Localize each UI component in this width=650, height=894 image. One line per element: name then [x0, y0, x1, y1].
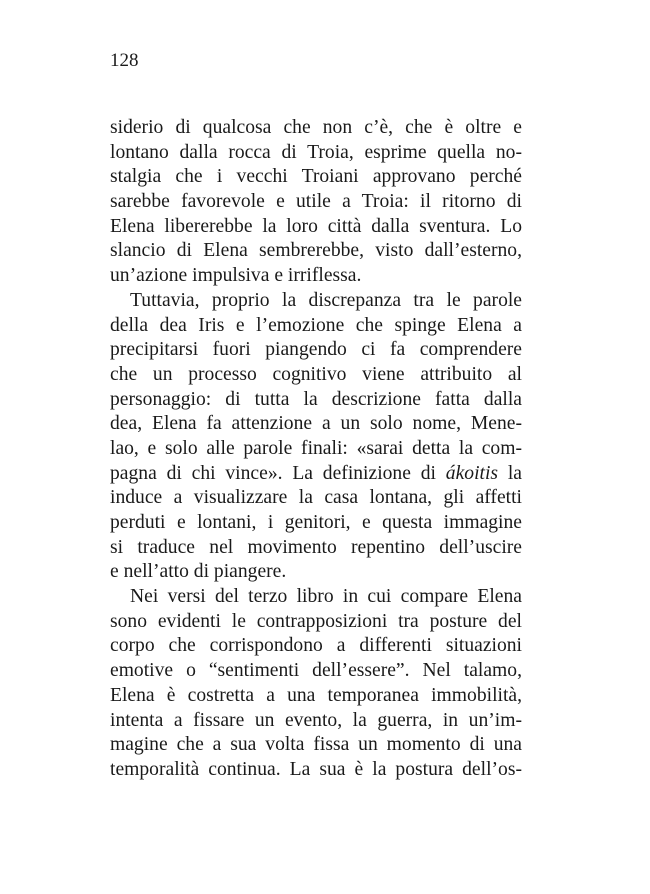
text-line: magine che a sua volta fissa un momento di una	[110, 734, 522, 756]
text-line: Tuttavia, proprio la discrepanza tra le parole	[130, 289, 522, 311]
text-line: della dea Iris e l’emozione che spinge Elena a	[110, 314, 522, 336]
text-line: stalgia che i vecchi Troiani approvano perché	[110, 166, 522, 188]
text-line: intenta a fissare un evento, la guerra, in un’im-	[110, 709, 522, 731]
italic-term: ákoitis	[445, 462, 499, 484]
text-line: emotive o “sentimenti dell’essere”. Nel talamo,	[110, 660, 522, 682]
text-line: corpo che corrispondono a differenti situazioni	[110, 635, 522, 657]
text-line: lontano dalla rocca di Troia, esprime quella no-	[110, 141, 522, 163]
text-line: perduti e lontani, i genitori, e questa immagine	[110, 512, 522, 533]
body-text	[110, 116, 522, 783]
text-line: dea, Elena fa attenzione a un solo nome, Mene-	[110, 413, 522, 435]
text-line: Elena libererebbe la loro città dalla sventura. Lo	[110, 215, 522, 237]
text-line: temporalità continua. La sua è la postura dell’os-	[110, 758, 522, 780]
text-line-with-italic	[110, 462, 522, 487]
text-line: lao, e solo alle parole finali: «sarai detta la com-	[110, 437, 522, 459]
text-line: si traduce nel movimento repentino dell’uscire	[110, 536, 522, 558]
text-line: un’azione impulsiva e irriflessa.	[110, 265, 362, 287]
text-line: precipitarsi fuori piangendo ci fa comprendere	[110, 339, 522, 361]
text-line: che un processo cognitivo viene attribuito al	[110, 363, 522, 385]
text-line: Elena è costretta a una temporanea immobilità,	[110, 684, 522, 706]
page-number: 128	[110, 50, 139, 71]
text-segment: pagna di chi vince». La definizione di	[110, 462, 446, 484]
text-line: siderio di qualcosa che non c’è, che è oltre e	[110, 117, 522, 138]
text-line: slancio di Elena sembrerebbe, visto dall’esterno,	[110, 240, 522, 262]
text-line: induce a visualizzare la casa lontana, gli affetti	[110, 487, 522, 509]
text-line: personaggio: di tutta la descrizione fatta dalla	[110, 388, 522, 410]
text-line: e nell’atto di piangere.	[110, 561, 287, 583]
text-segment: la	[498, 462, 522, 484]
text-line: sarebbe favorevole e utile a Troia: il ritorno di	[110, 191, 522, 213]
text-line: Nei versi del terzo libro in cui compare Elena	[130, 586, 522, 608]
text-line: sono evidenti le contrapposizioni tra posture del	[110, 610, 522, 632]
